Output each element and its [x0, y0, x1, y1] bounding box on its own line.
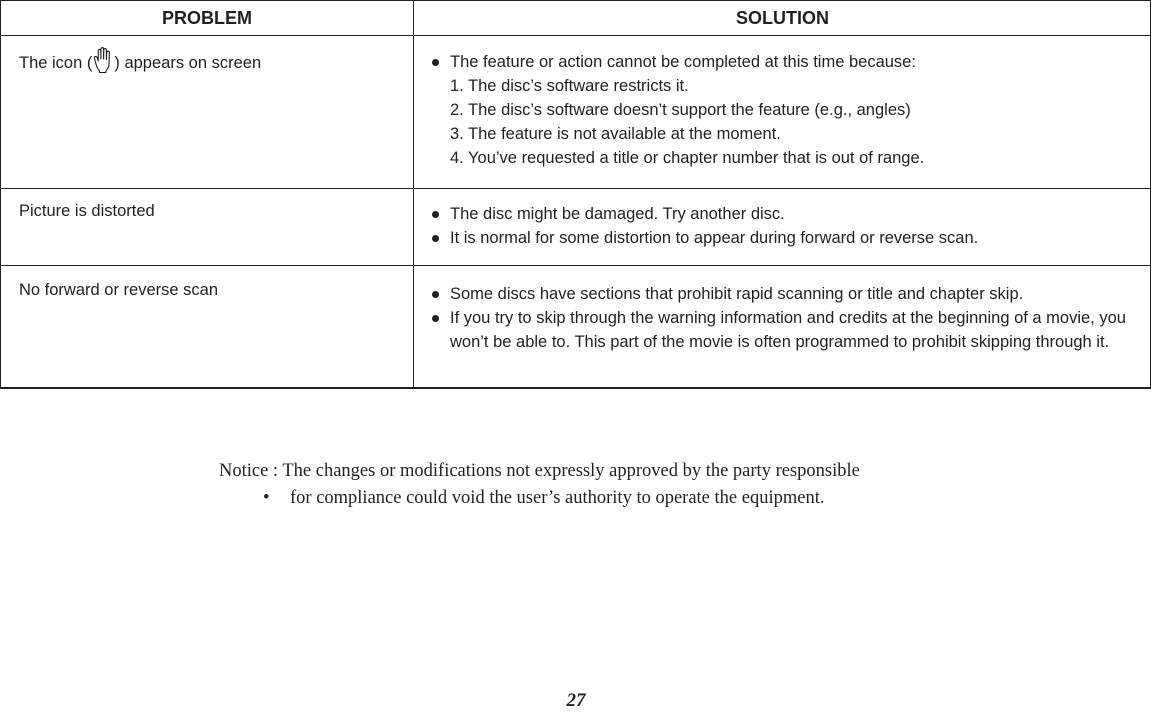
- solution-picture-distorted: [431, 202, 1141, 250]
- hand-icon: [93, 47, 113, 79]
- page-number: 27: [566, 690, 586, 711]
- solution-bullet: Some discs have sections that prohibit rapid scanning or title and chapter skip.: [431, 282, 1141, 306]
- solution-column-header: SOLUTION: [736, 8, 829, 28]
- row-divider: [1, 188, 1150, 189]
- header-divider: [1, 35, 1150, 36]
- solution-bullet: If you try to skip through the warning information and credits at the beginning of a movie, you won’t be able to. This part of the movie is often programmed to prohibit skipping through it.: [431, 306, 1141, 354]
- notice-line-1: Notice : The changes or modifications not expressly approved by the party responsible: [219, 461, 860, 481]
- solution-numbered-item: 3. The feature is not available at the moment.: [450, 125, 781, 143]
- problem-column-header: PROBLEM: [162, 8, 252, 28]
- solution-no-scan: [431, 282, 1141, 354]
- notice-bullet: •: [263, 488, 270, 508]
- solution-icon-on-screen: [431, 50, 1141, 170]
- column-divider: [413, 1, 414, 387]
- row-divider: [1, 265, 1150, 266]
- notice-line-2: for compliance could void the user’s authority to operate the equipment.: [290, 488, 825, 508]
- problem-picture-distorted: Picture is distorted: [19, 202, 155, 220]
- solution-bullet: The feature or action cannot be completed at this time because:: [431, 50, 1141, 74]
- solution-numbered-item: 1. The disc’s software restricts it.: [450, 77, 689, 95]
- solution-bullet: It is normal for some distortion to appear during forward or reverse scan.: [431, 226, 1141, 250]
- problem-icon-on-screen: The icon ( ) appears on screen: [19, 47, 261, 79]
- solution-bullet: The disc might be damaged. Try another disc.: [431, 202, 1141, 226]
- solution-numbered-item: 2. The disc’s software doesn’t support the feature (e.g., angles): [450, 101, 911, 119]
- solution-numbered-item: 4. You’ve requested a title or chapter number that is out of range.: [450, 149, 925, 167]
- problem-no-scan: No forward or reverse scan: [19, 281, 218, 299]
